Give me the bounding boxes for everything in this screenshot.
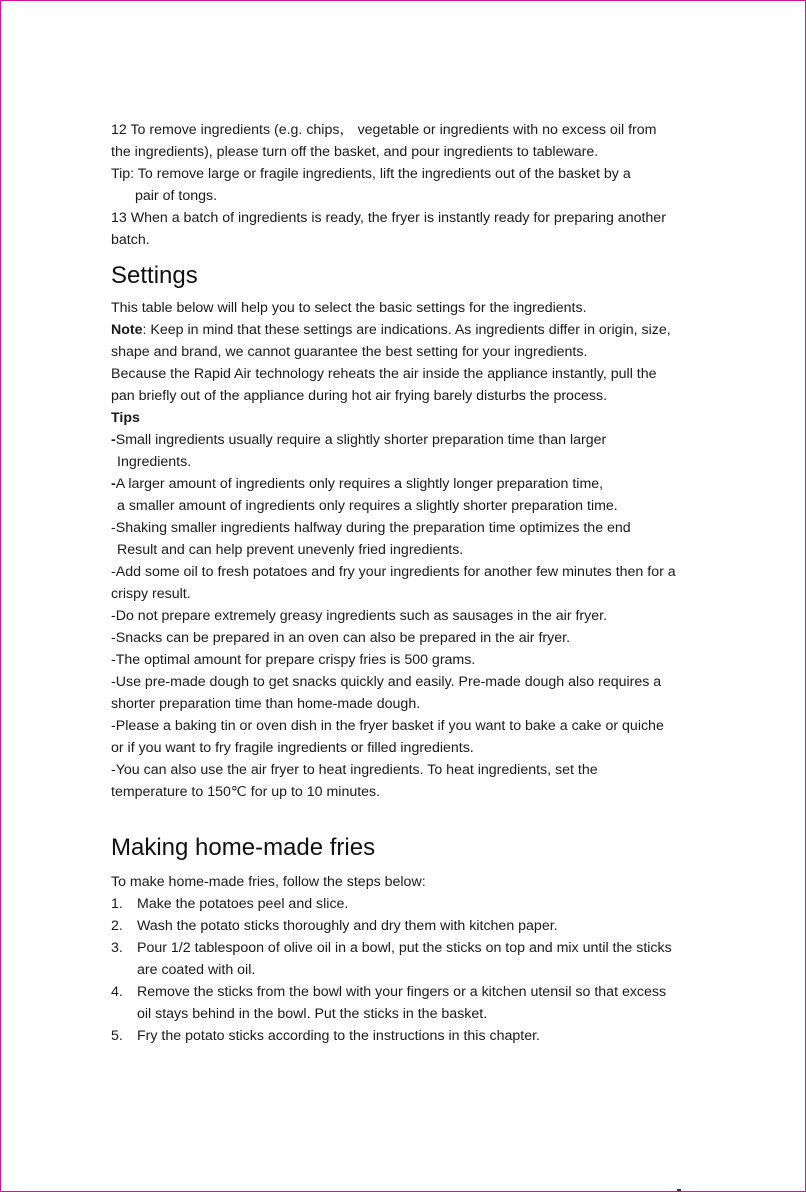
step-text-continued: are coated with oil.: [137, 962, 256, 978]
tip-6: -Snacks can be prepared in an oven can also be prepared in the air fryer.: [111, 630, 571, 646]
step-number: 2.: [111, 918, 123, 934]
step-text: Wash the potato sticks thoroughly and dry them with kitchen paper.: [137, 918, 558, 934]
step-number: 5.: [111, 1028, 123, 1044]
tip-10-line-1: -You can also use the air fryer to heat ingredients. To heat ingredients, set the: [111, 762, 598, 778]
tip-4-line-2: crispy result.: [111, 586, 191, 602]
step-number: 4.: [111, 984, 123, 1000]
step-text-continued: oil stays behind in the bowl. Put the sticks in the basket.: [137, 1006, 488, 1022]
tip-1-text: Small ingredients usually require a slightly shorter preparation time than larger: [115, 432, 607, 448]
step-text: Pour 1/2 tablespoon of olive oil in a bowl, put the sticks on top and mix until the sticks: [137, 940, 672, 956]
tip-8-line-1: -Use pre-made dough to get snacks quickly and easily. Pre-made dough also requires a: [111, 674, 662, 690]
tip-2-line-1: [111, 473, 711, 495]
step-13-line-2: batch.: [111, 232, 150, 248]
tip-2-line-2: a smaller amount of ingredients only requires a slightly shorter preparation time.: [117, 498, 618, 514]
rapid-air-line-1: Because the Rapid Air technology reheats the air inside the appliance instantly, pull the: [111, 366, 657, 382]
note-label: Note: [111, 322, 143, 338]
tip-2-text: A larger amount of ingredients only requires a slightly longer preparation time,: [115, 476, 604, 492]
step-12-line-1: 12 To remove ingredients (e.g. chips， vegetable or ingredients with no excess oil from: [111, 122, 657, 138]
tip-1-dash: -: [111, 432, 116, 448]
fries-step: [111, 937, 711, 981]
step-text: Make the potatoes peel and slice.: [137, 896, 349, 912]
tip-line-2: pair of tongs.: [135, 188, 218, 204]
settings-intro: This table below will help you to select the basic settings for the ingredients.: [111, 300, 587, 316]
step-12-line-2: the ingredients), please turn off the basket, and pour ingredients to tableware.: [111, 144, 599, 160]
note-text: : Keep in mind that these settings are indications. As ingredients differ in origin, size,: [142, 322, 671, 338]
settings-note-line-2: shape and brand, we cannot guarantee the best setting for your ingredients.: [111, 344, 588, 360]
tip-line-1: Tip: To remove large or fragile ingredients, lift the ingredients out of the basket by a: [111, 166, 631, 182]
tips-title: Tips: [111, 410, 140, 426]
tip-5: -Do not prepare extremely greasy ingredients such as sausages in the air fryer.: [111, 608, 608, 624]
fries-step: [111, 915, 711, 937]
settings-heading: Settings: [111, 262, 198, 289]
tip-10-line-2: temperature to 150℃ for up to 10 minutes.: [111, 784, 381, 800]
step-number: 1.: [111, 896, 123, 912]
step-number: 3.: [111, 940, 123, 956]
tip-1-line-1: [111, 429, 711, 451]
tip-7: -The optimal amount for prepare crispy fries is 500 grams.: [111, 652, 476, 668]
tip-4-line-1: -Add some oil to fresh potatoes and fry your ingredients for another few minutes then for a: [111, 564, 676, 580]
tip-9-line-1: -Please a baking tin or oven dish in the fryer basket if you want to bake a cake or quiche: [111, 718, 664, 734]
fries-step: [111, 981, 711, 1025]
tip-2-dash: -: [111, 476, 116, 492]
step-13-line-1: 13 When a batch of ingredients is ready, the fryer is instantly ready for preparing another: [111, 210, 666, 226]
tip-8-line-2: shorter preparation time than home-made dough.: [111, 696, 421, 712]
tip-1-line-2: Ingredients.: [117, 454, 192, 470]
tip-3-line-1: -Shaking smaller ingredients halfway during the preparation time optimizes the end: [111, 520, 631, 536]
fries-step: [111, 1025, 711, 1047]
step-text: Remove the sticks from the bowl with your fingers or a kitchen utensil so that excess: [137, 984, 667, 1000]
page-edge-mark: [677, 1189, 681, 1191]
fries-step: [111, 893, 711, 915]
settings-note-line-1: [111, 319, 711, 341]
fries-intro: To make home-made fries, follow the steps below:: [111, 874, 426, 890]
fries-heading: Making home-made fries: [111, 834, 376, 861]
step-text: Fry the potato sticks according to the instructions in this chapter.: [137, 1028, 540, 1044]
tip-9-line-2: or if you want to fry fragile ingredients or filled ingredients.: [111, 740, 474, 756]
tip-3-line-2: Result and can help prevent unevenly fried ingredients.: [117, 542, 464, 558]
rapid-air-line-2: pan briefly out of the appliance during hot air frying barely disturbs the process.: [111, 388, 608, 404]
page-content: [111, 119, 711, 1047]
